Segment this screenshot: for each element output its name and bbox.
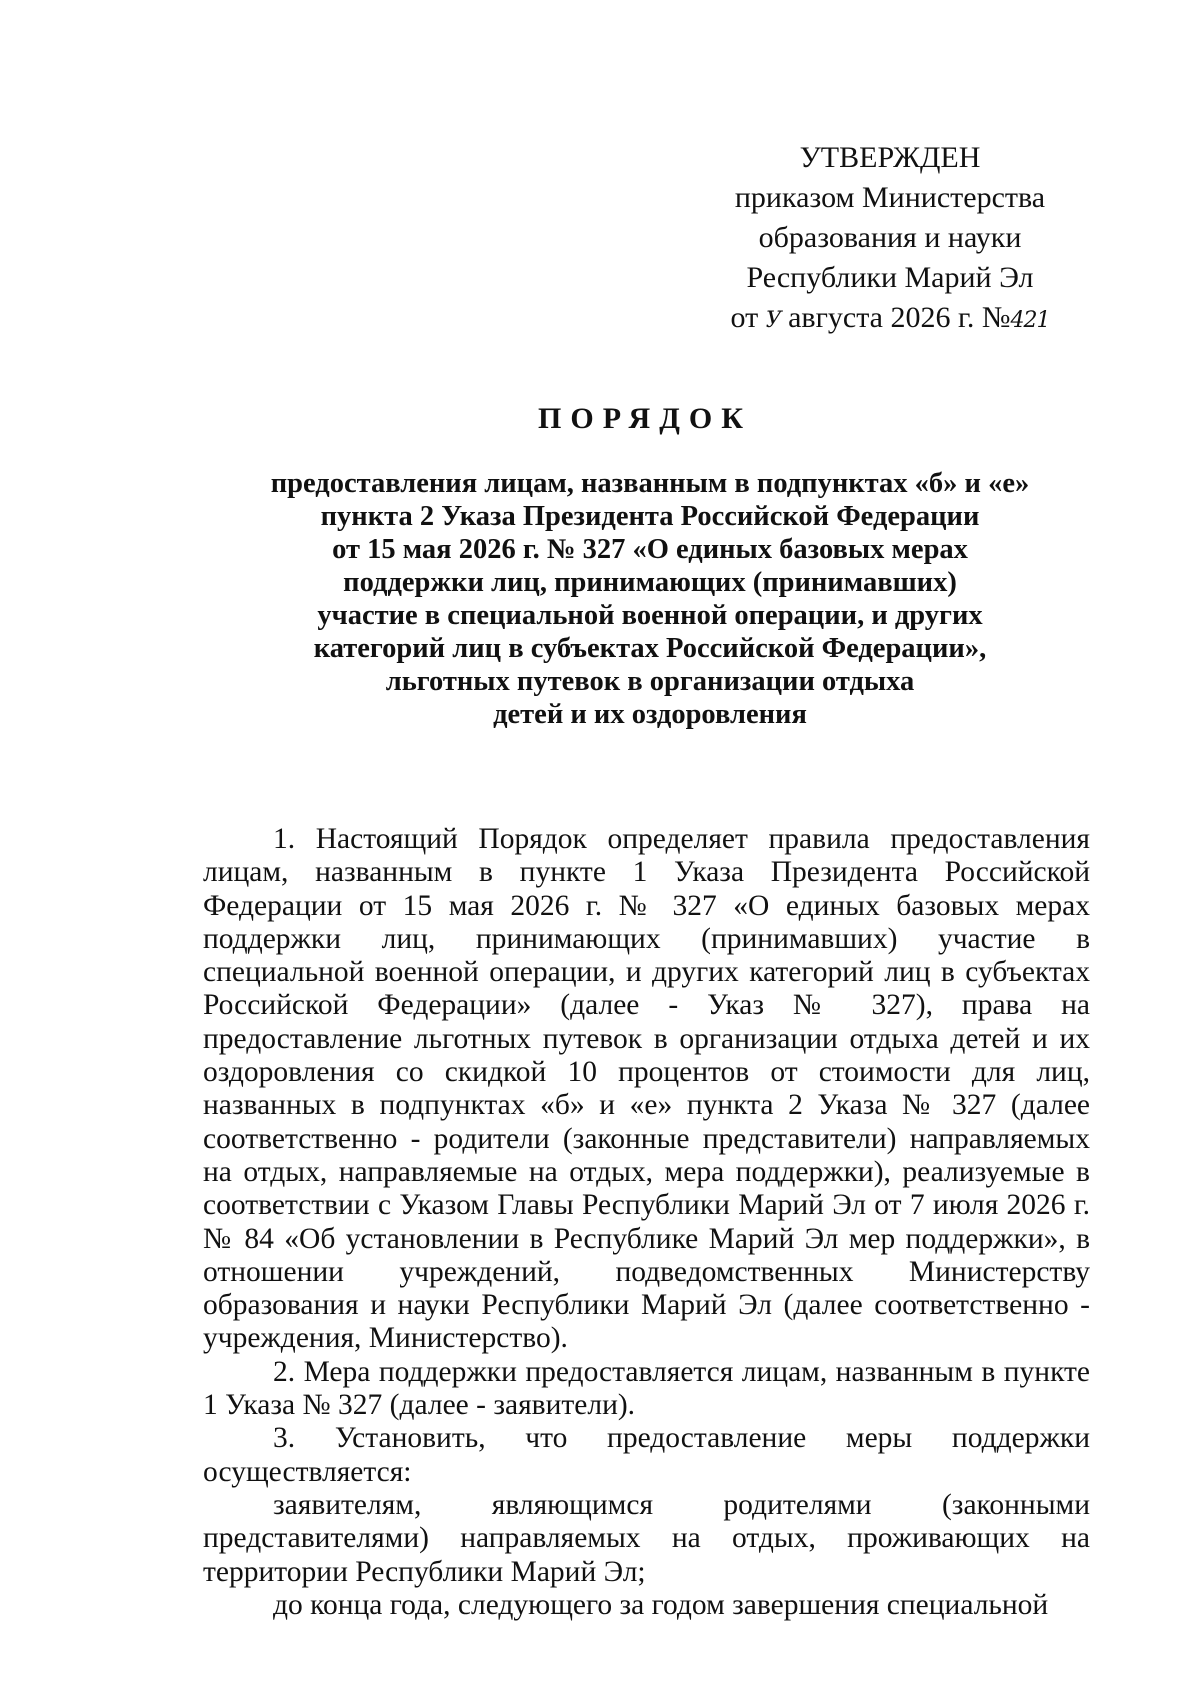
subtitle-line: поддержки лиц, принимающих (принимавших) [343, 567, 957, 598]
approval-order-line: приказом Министерства [734, 181, 1046, 214]
paragraph-3-item-1: заявителям, являющимся родителями (законными представителями) направляемых на отдых, проживающих на территории Республики Марий Эл; [203, 1488, 1090, 1588]
subtitle-line: предоставления лицам, названным в подпунктах «б» и «е» [270, 468, 1030, 499]
subtitle-line: детей и их оздоровления [493, 699, 807, 730]
paragraph-3: 3. Установить, что предоставление меры поддержки осуществляется: [203, 1422, 1090, 1488]
paragraph-1: 1. Настоящий Порядок определяет правила предоставления лицам, названным в пункте 1 Указа Президента Российской Федерации от 15 мая 2026 г. № 327 «О единых базовых мерах поддержки лиц, принимающих (принимавших) участие в специальной военной операции, и других категорий лиц в субъектах Российской Федерации» (далее - Указ № 327), права на предоставление льготных путевок в организации отдыха детей и их оздоровления со скидкой 10 процентов от стоимости для лиц, названных в подпунктах «б» и «е» пункта 2 Указа № 327 (далее соответственно - родители (законные представители) направляемых на отдых, направляемые на отдых, мера поддержки), реализуемые в соответствии с Указом Главы Республики Марий Эл от 7 июля 2026 г. № 84 «Об установлении в Республике Марий Эл мер поддержки», в отношении учреждений, подведомственных Министерству образования и науки Республики Марий Эл (далее соответственно - учреждения, Министерство). [203, 823, 1090, 1355]
document-subtitle [210, 467, 1090, 731]
paragraph-3-item-2: до конца года, следующего за годом завершения специальной [273, 1588, 1049, 1621]
subtitle-line: пункта 2 Указа Президента Российской Федерации [320, 501, 980, 532]
approval-heading: УТВЕРЖДЕН [799, 141, 981, 174]
subtitle-line: льготных путевок в организации отдыха [385, 666, 915, 697]
subtitle-line: от 15 мая 2026 г. № 327 «О единых базовых мерах [332, 534, 968, 565]
document-title: ПОРЯДОК [538, 402, 752, 435]
approval-stamp [690, 138, 1090, 341]
subtitle-line: участие в специальной военной операции, и других [317, 600, 983, 631]
approval-number-handwritten: 421 [1010, 308, 1050, 333]
approval-date-prefix: от [730, 301, 759, 334]
paragraph-2: 2. Мера поддержки предоставляется лицам, названным в пункте 1 Указа № 327 (далее - заявители). [203, 1355, 1090, 1422]
subtitle-line: категорий лиц в субъектах Российской Федерации», [313, 633, 987, 664]
approval-republic-line: Республики Марий Эл [746, 261, 1034, 294]
approval-date-line [690, 298, 1090, 341]
approval-ministry-line: образования и науки [758, 221, 1022, 254]
document-body [203, 823, 1090, 1622]
approval-date-rest: августа 2026 г. № [788, 301, 1011, 334]
approval-day-handwritten: У [765, 308, 781, 333]
